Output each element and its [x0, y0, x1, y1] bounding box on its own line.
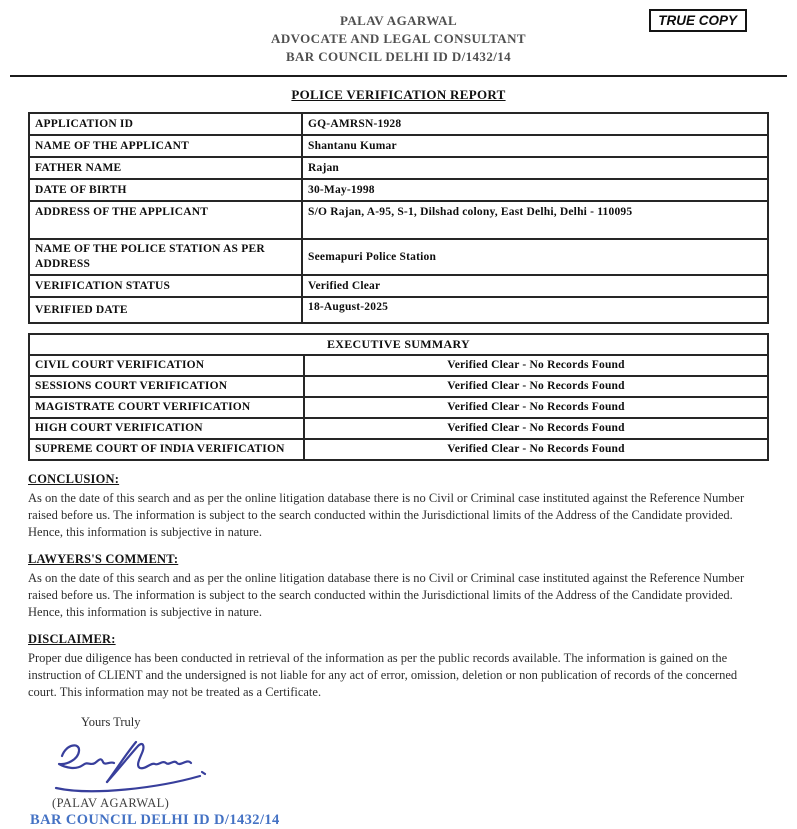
- summary-value: Verified Clear - No Records Found: [304, 376, 768, 397]
- disclaimer-section: [28, 632, 769, 701]
- detail-row: [29, 179, 768, 201]
- summary-row: [29, 418, 768, 439]
- detail-label: DATE OF BIRTH: [29, 179, 302, 201]
- header-divider: [10, 75, 787, 77]
- detail-row: [29, 201, 768, 239]
- signatory-name: (PALAV AGARWAL): [52, 796, 170, 810]
- summary-row: [29, 376, 768, 397]
- bar-council-id-line: BAR COUNCIL DELHI ID D/1432/14: [30, 812, 280, 828]
- lawyers-comment-text: As on the date of this search and as per the online litigation database there is no Civil or Criminal case instituted against the Reference Number raised before us. The information is subject to the search conducted within the Jurisdictional limits of the Address of the Candidate provided. Hence, this information is subjective in nature.: [28, 571, 745, 619]
- detail-value: S/O Rajan, A-95, S-1, Dilshad colony, East Delhi, Delhi - 110095: [302, 201, 768, 239]
- letterhead-role: ADVOCATE AND LEGAL CONSULTANT: [271, 31, 526, 46]
- document-title: [0, 87, 797, 103]
- summary-value: Verified Clear - No Records Found: [304, 439, 768, 460]
- conclusion-heading: CONCLUSION:: [28, 472, 120, 486]
- conclusion-section: [28, 472, 769, 541]
- summary-value: Verified Clear - No Records Found: [304, 355, 768, 376]
- lawyers-comment-heading: LAWYERS'S COMMENT:: [28, 552, 179, 566]
- detail-value: Verified Clear: [302, 275, 768, 297]
- detail-label: NAME OF THE APPLICANT: [29, 135, 302, 157]
- applicant-details-table: [28, 112, 769, 324]
- detail-value: Seemapuri Police Station: [302, 239, 768, 275]
- detail-value: Shantanu Kumar: [302, 135, 768, 157]
- letterhead-bar-id: BAR COUNCIL DELHI ID D/1432/14: [285, 49, 512, 64]
- disclaimer-text: Proper due diligence has been conducted in retrieval of the information as per the public records available. The information is gained on the instruction of CLIENT and the undersigned is not liable for any act of error, omission, deletion or non publication of records of the concerned court. This information may not be treated as a Certificate.: [28, 651, 738, 699]
- salutation-text: Yours Truly: [81, 715, 141, 729]
- detail-row: [29, 157, 768, 179]
- summary-row: [29, 439, 768, 460]
- summary-value: Verified Clear - No Records Found: [304, 418, 768, 439]
- summary-value: Verified Clear - No Records Found: [304, 397, 768, 418]
- detail-row: [29, 297, 768, 323]
- summary-label: MAGISTRATE COURT VERIFICATION: [29, 397, 304, 418]
- detail-label: VERIFICATION STATUS: [29, 275, 302, 297]
- detail-row: [29, 239, 768, 275]
- handwritten-signature-icon: [50, 734, 220, 796]
- summary-label: HIGH COURT VERIFICATION: [29, 418, 304, 439]
- detail-value: 30-May-1998: [302, 179, 768, 201]
- summary-header-row: [29, 334, 768, 355]
- letterhead-advocate-name: PALAV AGARWAL: [339, 13, 458, 28]
- detail-row: [29, 275, 768, 297]
- detail-label: APPLICATION ID: [29, 113, 302, 135]
- detail-value: GQ-AMRSN-1928: [302, 113, 768, 135]
- summary-label: SUPREME COURT OF INDIA VERIFICATION: [29, 439, 304, 460]
- document-title-text: POLICE VERIFICATION REPORT: [291, 87, 506, 102]
- summary-row: [29, 397, 768, 418]
- detail-value: Rajan: [302, 157, 768, 179]
- true-copy-stamp: TRUE COPY: [649, 9, 747, 32]
- conclusion-text: As on the date of this search and as per the online litigation database there is no Civil or Criminal case instituted against the Reference Number raised before us. The information is subject to the search conducted within the Jurisdictional limits of the Address of the Candidate provided. Hence, this information is subjective in nature.: [28, 491, 745, 539]
- summary-label: CIVIL COURT VERIFICATION: [29, 355, 304, 376]
- signature-image: [50, 734, 797, 796]
- detail-row: [29, 135, 768, 157]
- summary-row: [29, 355, 768, 376]
- lawyers-comment-section: [28, 552, 769, 621]
- disclaimer-heading: DISCLAIMER:: [28, 632, 116, 646]
- executive-summary-heading: EXECUTIVE SUMMARY: [29, 334, 768, 355]
- summary-label: SESSIONS COURT VERIFICATION: [29, 376, 304, 397]
- detail-label: ADDRESS OF THE APPLICANT: [29, 201, 302, 239]
- detail-label: NAME OF THE POLICE STATION AS PER ADDRESS: [29, 239, 302, 275]
- detail-value: 18-August-2025: [302, 297, 768, 323]
- detail-label: VERIFIED DATE: [29, 297, 302, 323]
- detail-label: FATHER NAME: [29, 157, 302, 179]
- executive-summary-table: [28, 333, 769, 461]
- detail-row: [29, 113, 768, 135]
